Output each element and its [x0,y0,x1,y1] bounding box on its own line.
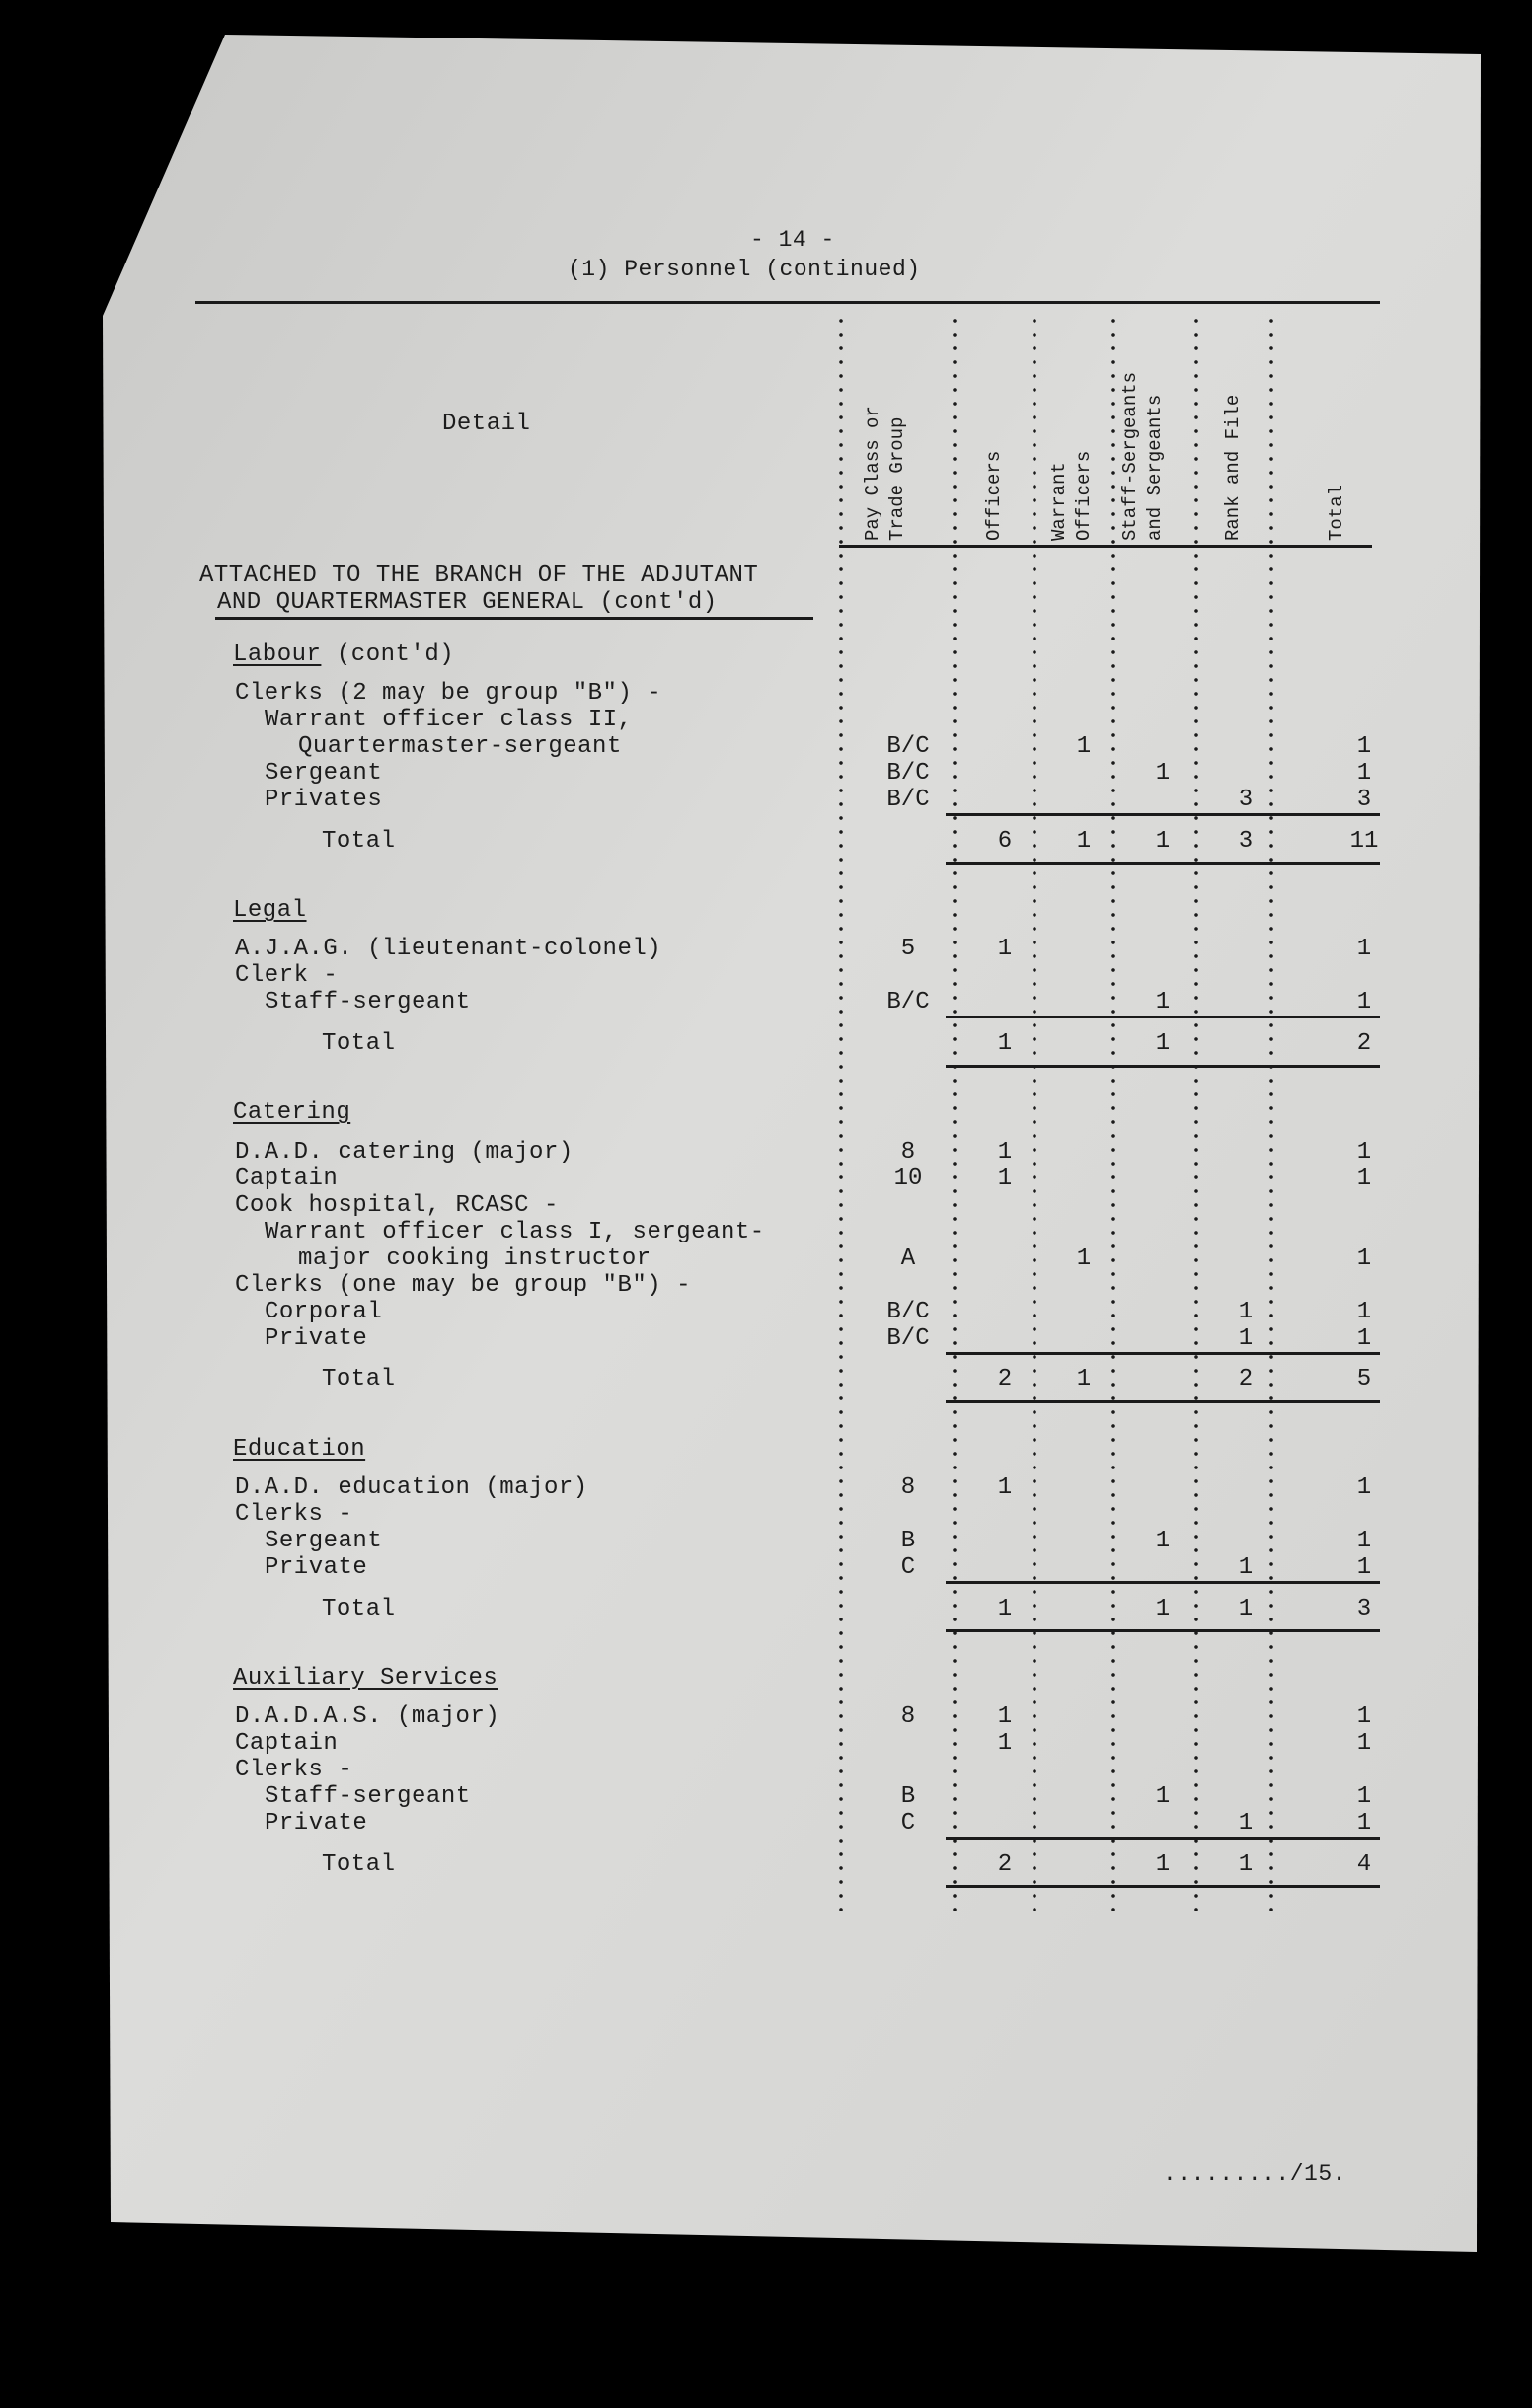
pay-class-cell: 10 [893,1165,923,1192]
detail-line: Sergeant [265,760,383,788]
column-separator [1194,314,1198,1911]
branch-heading-line2: AND QUARTERMASTER GENERAL (cont'd) [217,589,718,616]
pay-class-cell: B [900,1527,916,1554]
detail-line: D.A.D. catering (major) [235,1138,574,1166]
column-header-staff-sergeants-1: Staff-Sergeants [1119,371,1141,541]
count-cell-total: 1 [1356,1527,1372,1554]
pay-class-cell: B [900,1782,916,1810]
section-total-label: Total [322,1595,396,1622]
count-cell-total: 1 [1356,1702,1372,1730]
pay-class-cell: B/C [886,760,930,788]
total-cell-off: 6 [997,828,1013,855]
detail-line: Clerks (one may be group "B") - [235,1271,691,1299]
pay-class-cell: 8 [900,1473,916,1501]
count-cell-total: 1 [1356,760,1372,788]
total-cell-ss: 1 [1155,1030,1171,1058]
detail-line: Captain [235,1165,339,1192]
column-header-staff-sergeants-2: and Sergeants [1144,394,1166,541]
detail-line: Clerks - [235,1500,353,1528]
detail-line: Cook hospital, RCASC - [235,1191,559,1219]
column-header-warrant-2: Officers [1073,450,1095,541]
column-header-warrant-1: Warrant [1048,462,1070,541]
total-cell-off: 1 [997,1595,1013,1622]
subtotal-rule-bottom [946,862,1380,865]
detail-line: Warrant officer class II, [265,707,633,734]
section-total-label: Total [322,828,396,855]
section-title: Legal [233,897,307,925]
total-cell-total: 11 [1349,828,1379,855]
page-subtitle: (1) Personnel (continued) [568,257,921,282]
total-cell-rf: 3 [1238,828,1254,855]
detail-line: major cooking instructor [298,1244,651,1272]
count-cell-total: 1 [1356,1298,1372,1325]
count-cell-total: 3 [1356,787,1372,814]
detail-line: Privates [265,787,383,814]
page-number: - 14 - [750,227,835,253]
detail-line: A.J.A.G. (lieutenant-colonel) [235,936,662,963]
count-cell-ss: 1 [1155,1782,1171,1810]
section-total-label: Total [322,1366,396,1393]
section-total-label: Total [322,1850,396,1878]
count-cell-rf: 3 [1238,787,1254,814]
count-cell-total: 1 [1356,1165,1372,1192]
column-header-pay-class-2: Trade Group [886,416,908,541]
count-cell-total: 1 [1356,1729,1372,1757]
subtotal-rule-top [946,1016,1380,1018]
total-cell-rf: 1 [1238,1850,1254,1878]
column-header-pay-class-1: Pay Class or [862,406,883,541]
count-cell-total: 1 [1356,1782,1372,1810]
count-cell-total: 1 [1356,936,1372,963]
count-cell-off: 1 [997,1138,1013,1166]
subtotal-rule-top [946,1837,1380,1840]
count-cell-wo: 1 [1076,733,1092,761]
section-total-label: Total [322,1030,396,1058]
subtotal-rule-top [946,1581,1380,1584]
detail-line: Staff-sergeant [265,1782,471,1810]
section-title: Education [233,1435,366,1463]
total-cell-rf: 1 [1238,1595,1254,1622]
column-header-officers: Officers [983,450,1005,541]
total-cell-ss: 1 [1155,1595,1171,1622]
continuation-marker: ........./15. [1163,2161,1346,2187]
column-separator [1111,314,1115,1911]
pay-class-cell: 8 [900,1138,916,1166]
column-separator [1033,314,1036,1911]
count-cell-off: 1 [997,1702,1013,1730]
pay-class-cell: C [900,1553,916,1581]
subtotal-rule-bottom [946,1400,1380,1403]
count-cell-ss: 1 [1155,760,1171,788]
detail-line: D.A.D. education (major) [235,1473,588,1501]
column-header-total: Total [1326,484,1347,541]
total-cell-total: 5 [1356,1366,1372,1393]
detail-line: Clerks (2 may be group "B") - [235,680,662,708]
subtotal-rule-bottom [946,1065,1380,1068]
pay-class-cell: C [900,1809,916,1837]
count-cell-rf: 1 [1238,1809,1254,1837]
section-title: Auxiliary Services [233,1664,498,1692]
branch-heading-line1: ATTACHED TO THE BRANCH OF THE ADJUTANT [199,563,759,589]
total-cell-ss: 1 [1155,828,1171,855]
count-cell-off: 1 [997,1473,1013,1501]
detail-line: Clerk - [235,962,339,990]
total-cell-wo: 1 [1076,1366,1092,1393]
detail-line: Private [265,1553,368,1581]
total-cell-rf: 2 [1238,1366,1254,1393]
count-cell-ss: 1 [1155,1527,1171,1554]
subtotal-rule-top [946,1352,1380,1355]
detail-line: Warrant officer class I, sergeant- [265,1218,765,1245]
detail-line: Corporal [265,1298,383,1325]
total-cell-total: 2 [1356,1030,1372,1058]
total-cell-total: 4 [1356,1850,1372,1878]
total-cell-ss: 1 [1155,1850,1171,1878]
detail-line: Staff-sergeant [265,989,471,1016]
detail-line: Private [265,1809,368,1837]
detail-line: Private [265,1324,368,1352]
detail-line: D.A.D.A.S. (major) [235,1702,500,1730]
pay-class-cell: B/C [886,1324,930,1352]
section-title: Catering [233,1099,351,1127]
section-title-suffix: (cont'd) [322,641,455,668]
branch-heading-rule [215,617,813,620]
count-cell-off: 1 [997,936,1013,963]
subtotal-rule-top [946,813,1380,816]
pay-class-cell: B/C [886,733,930,761]
count-cell-total: 1 [1356,1244,1372,1272]
total-cell-off: 1 [997,1030,1013,1058]
count-cell-rf: 1 [1238,1298,1254,1325]
pay-class-cell: B/C [886,989,930,1016]
detail-line: Clerks - [235,1756,353,1783]
count-cell-total: 1 [1356,989,1372,1016]
count-cell-total: 1 [1356,1473,1372,1501]
pay-class-cell: 8 [900,1702,916,1730]
section-title: Labour [233,641,322,668]
header-bottom-rule [839,545,1372,548]
column-header-detail: Detail [442,411,531,437]
count-cell-total: 1 [1356,1324,1372,1352]
pay-class-cell: B/C [886,787,930,814]
pay-class-cell: B/C [886,1298,930,1325]
total-cell-wo: 1 [1076,828,1092,855]
subtotal-rule-bottom [946,1629,1380,1632]
detail-line: Quartermaster-sergeant [298,733,622,761]
count-cell-off: 1 [997,1165,1013,1192]
total-cell-total: 3 [1356,1595,1372,1622]
count-cell-total: 1 [1356,1553,1372,1581]
detail-line: Sergeant [265,1527,383,1554]
total-cell-off: 2 [997,1366,1013,1393]
header-top-rule [195,301,1380,304]
count-cell-rf: 1 [1238,1324,1254,1352]
detail-line: Captain [235,1729,339,1757]
pay-class-cell: A [900,1244,916,1272]
count-cell-total: 1 [1356,1138,1372,1166]
column-header-rank-file: Rank and File [1222,394,1244,541]
column-separator [953,314,957,1911]
count-cell-wo: 1 [1076,1244,1092,1272]
subtotal-rule-bottom [946,1885,1380,1888]
total-cell-off: 2 [997,1850,1013,1878]
count-cell-rf: 1 [1238,1553,1254,1581]
pay-class-cell: 5 [900,936,916,963]
count-cell-off: 1 [997,1729,1013,1757]
column-separator [1269,314,1273,1911]
count-cell-total: 1 [1356,733,1372,761]
count-cell-total: 1 [1356,1809,1372,1837]
count-cell-ss: 1 [1155,989,1171,1016]
column-separator [839,314,843,1911]
